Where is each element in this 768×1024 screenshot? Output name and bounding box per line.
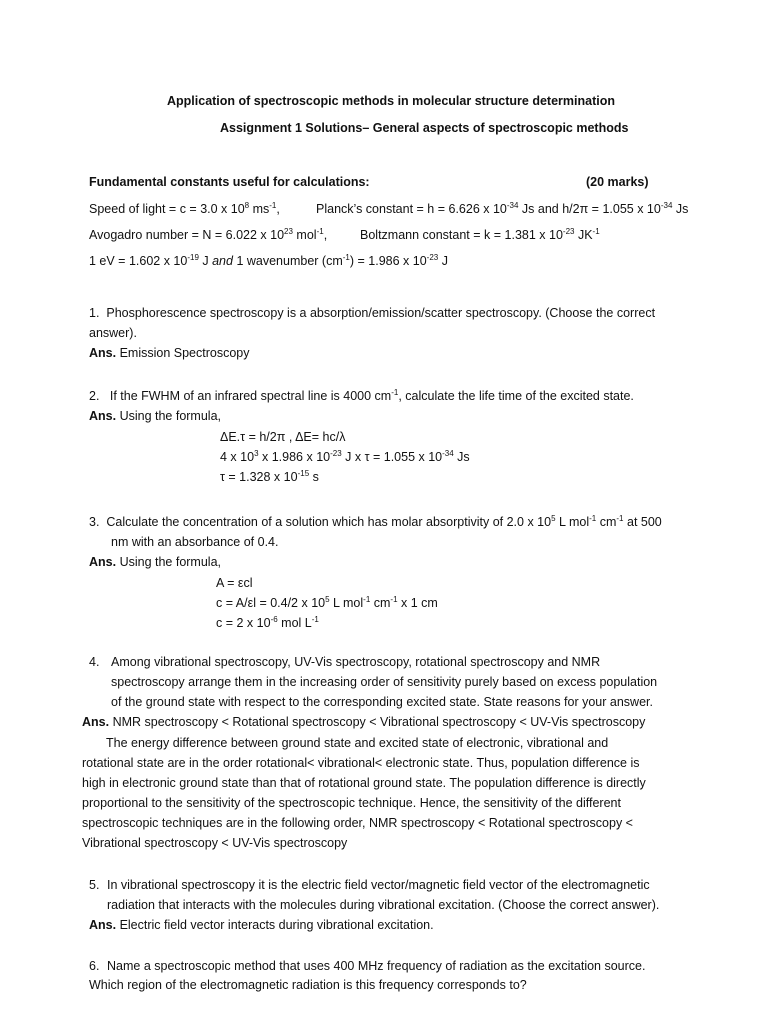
equation-2-2: 4 x $10^3$ x 1.986 x $10^{-23}$ J x τ = 1.055 x $10^{-34}$ Js [220,449,470,464]
question-6-number: 6. [89,959,100,973]
explanation-line: The energy difference between ground state and excited state of electronic, vibrational and [106,736,609,750]
question-5-line: In vibrational spectroscopy it is the electric field vector/magnetic field vector of the electromagnetic [107,878,650,892]
explanation-line: spectroscopic techniques are in the following order, NMR spectroscopy < Rotational spectroscopy < [82,816,633,830]
equation-3-2: c = A/εl = 0.4/2 x $10^5$ L mol$^{-1}$ $cm^{-1}$ x 1 cm [216,595,438,610]
answer-3: Ans. Using the formula, [89,555,222,569]
question-1: 1. Phosphorescence spectroscopy is a absorption/emission/scatter spectroscopy. (Choose the correct [89,306,656,320]
question-3: 3. Calculate the concentration of a solution which has molar absorptivity of 2.0 x $10^5$ L mol$^{-1}$ $cm^{-1}$ at 500 [89,514,662,529]
equation-2-1: ΔE.τ = h/2π , ΔE= hc/λ [220,430,346,444]
question-3-cont: nm with an absorbance of 0.4. [111,535,279,549]
question-4-number: 4. [89,655,100,669]
question-5-line: radiation that interacts with the molecules during vibrational excitation. (Choose the correct answer). [107,898,660,912]
answer-1: Ans. Emission Spectroscopy [89,346,250,360]
document-title: Application of spectroscopic methods in molecular structure determination [167,94,615,108]
question-1-cont: answer). [89,326,137,340]
constants-heading: Fundamental constants useful for calculations: [89,175,370,189]
constant-speed-of-light: Speed of light = c = 3.0 x $10^8$ $ms^{-1}$, [89,201,280,216]
marks-label: (20 marks) [586,175,649,189]
answer-4: Ans. NMR spectroscopy < Rotational spectroscopy < Vibrational spectroscopy < UV-Vis spectroscopy [82,715,646,729]
question-5-number: 5. [89,878,100,892]
question-2: 2. If the FWHM of an infrared spectral line is 4000 $cm^{-1}$, calculate the life time of the excited state. [89,388,634,403]
question-6-line: Which region of the electromagnetic radiation is this frequency corresponds to? [89,978,527,992]
equation-3-3: c = 2 x $10^{-6}$ mol $L^{-1}$ [216,615,319,630]
equation-2-3: τ = 1.328 x $10^{-15}$ s [220,469,319,484]
question-4-line: of the ground state with respect to the corresponding excited state. State reasons for your answer. [111,695,653,709]
constant-ev-wavenumber: 1 eV = 1.602 x $10^{-19}$ J and 1 wavenumber $(cm^{-1}) = 1.986$ x $10^{-23}$ J [89,253,448,268]
explanation-line: rotational state are in the order rotational< vibrational< electronic state. Thus, population difference is [82,756,640,770]
question-6-line: Name a spectroscopic method that uses 400 MHz frequency of radiation as the excitation source. [107,959,646,973]
answer-2: Ans. Using the formula, [89,409,222,423]
constant-planck: Planck’s constant = h = 6.626 x $10^{-34}$ Js and h/2π = 1.055 x $10^{-34}$ Js [316,201,689,216]
equation-3-1: A = εcl [216,576,253,590]
explanation-line: proportional to the sensitivity of the spectroscopic technique. Hence, the sensitivity of the different [82,796,621,810]
question-4-line: spectroscopy arrange them in the increasing order of sensitivity purely based on excess population [111,675,658,689]
answer-5: Ans. Electric field vector interacts during vibrational excitation. [89,918,434,932]
explanation-line: high in electronic ground state than that of rotational ground state. The population difference is directly [82,776,646,790]
document-subtitle: Assignment 1 Solutions– General aspects of spectroscopic methods [220,121,629,135]
question-4-line: Among vibrational spectroscopy, UV-Vis spectroscopy, rotational spectroscopy and NMR [111,655,601,669]
constant-avogadro: Avogadro number = N = 6.022 x $10^{23}$ mol$^{-1}$, [89,227,328,242]
explanation-line: Vibrational spectroscopy < UV-Vis spectroscopy [82,836,348,850]
constant-boltzmann: Boltzmann constant = k = 1.381 x $10^{-23}$ $JK^{-1}$ [360,227,600,242]
